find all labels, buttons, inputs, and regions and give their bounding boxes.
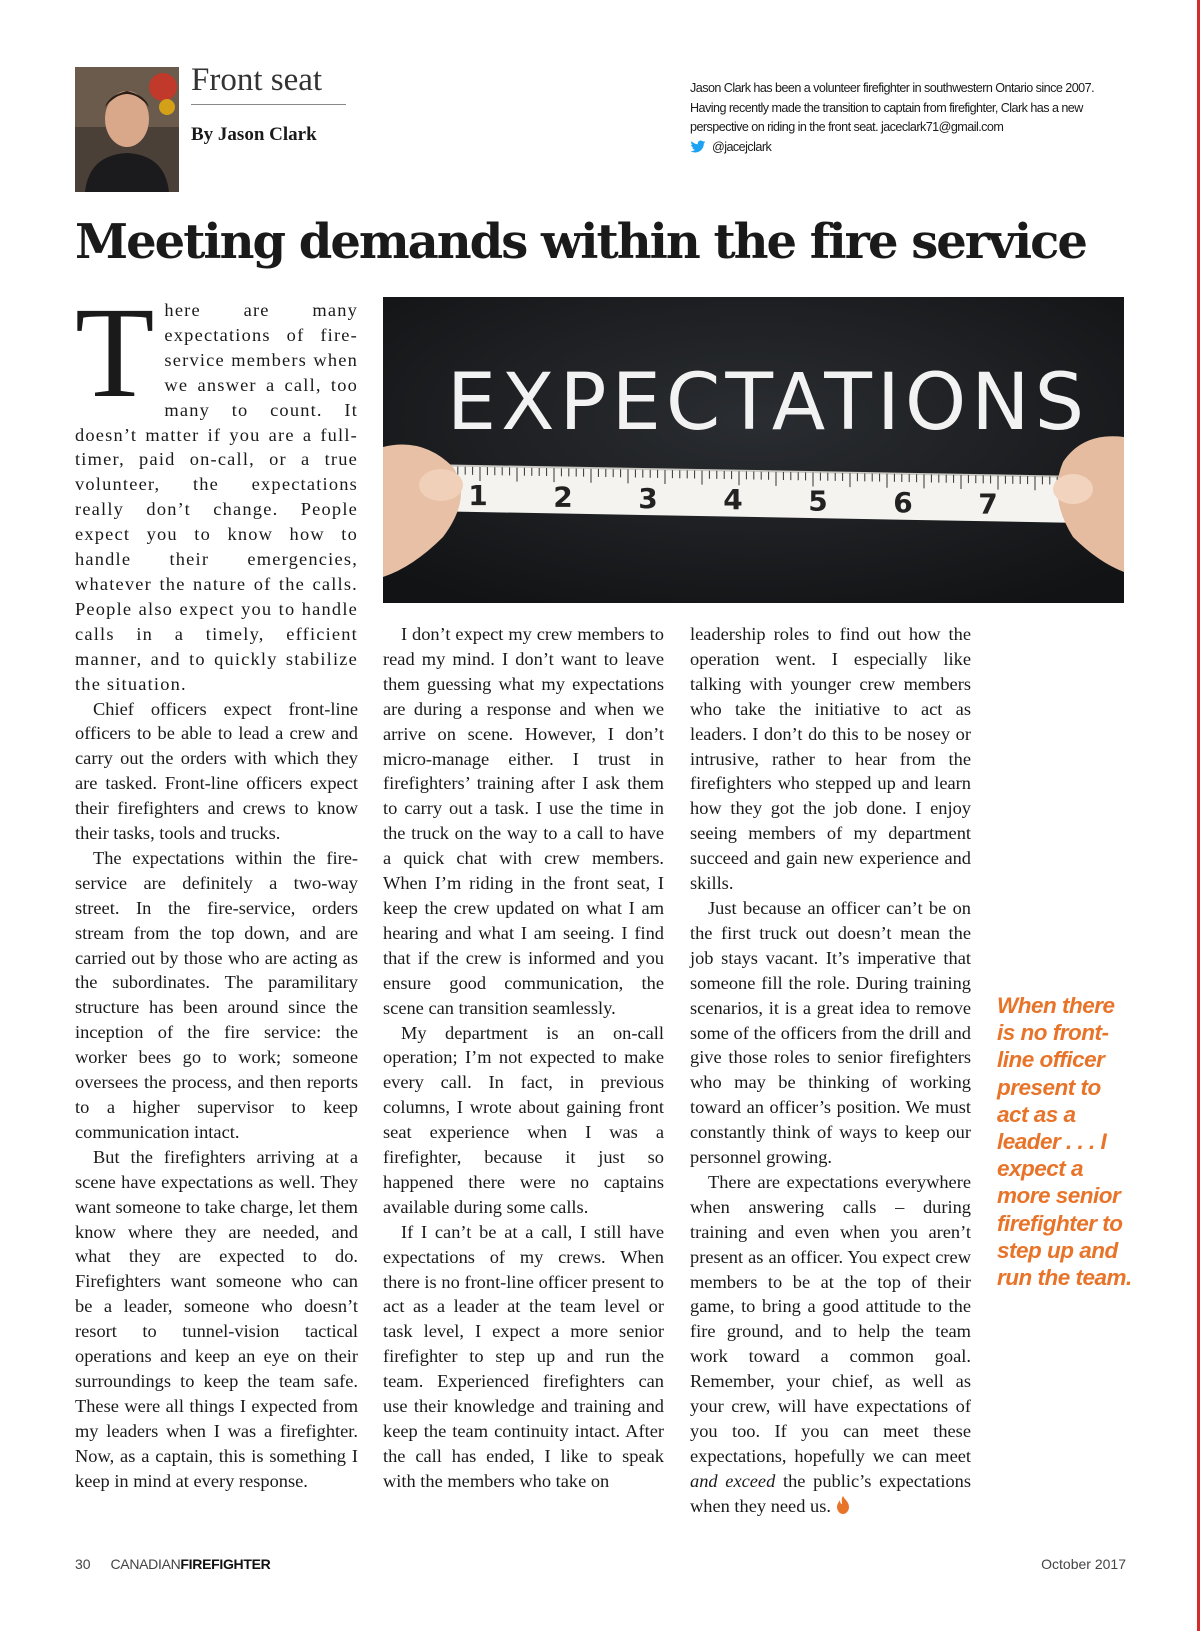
author-bio-text: Jason Clark has been a volunteer firefighter in southwestern Ontario since 2007. Having recently made the transition to captain from firefighter, Clark has a new perspective on riding in the front seat. jaceclark71@gmail.com	[690, 81, 1095, 134]
author-bio	[690, 79, 1130, 157]
article-paragraph: I don’t expect my crew members to read my mind. I don’t want to leave them guessing what my expectations are during a response and when we arrive on scene. However, I don’t micro-manage either. I trust in firefighters’ training after I ask them to carry out a task. I use the time in the truck on the way to a call to have a quick chat with crew members. When I’m riding in the front seat, I keep the crew updated on what I am hearing and what I am seeing. I find that if the crew is informed and you ensure good communication, the scene can transition seamlessly.	[383, 624, 664, 1018]
twitter-handle: @jacejclark	[712, 139, 772, 154]
photo-chalk-word: EXPECTATIONS	[446, 358, 1090, 448]
final-text-end: the public’s expectations when they need us.	[690, 1470, 971, 1516]
magazine-prefix: CANADIAN	[110, 1556, 181, 1572]
author-headshot	[75, 67, 179, 192]
article-column-2	[383, 622, 664, 1494]
article-paragraph: But the firefighters arriving at a scene have expectations as well. They want someone to take charge, let them know where they are needed, and what they are expected to do. Firefighters want someone who can be a leader, someone who doesn’t resort to tunnel-vision tactical operations and keep an eye on their surroundings to keep the team safe. These were all things I expected from my leaders when I was a firefighter. Now, as a captain, this is something I keep in mind at every response.	[75, 1146, 358, 1491]
twitter-bird-icon	[690, 140, 706, 154]
article-paragraph-final	[690, 1170, 971, 1519]
issue-date: October 2017	[1041, 1556, 1126, 1572]
article-paragraph: The expectations within the fire-service are definitely a two-way street. In the fire-service, orders stream from the top down, and are carried out by those who are acting as the subordinates. The paramilitary structure has been around since the inception of the fire service: the worker bees go to work; someone oversees the process, and then reports to a higher supervisor to keep communication intact.	[75, 847, 358, 1142]
magazine-name: FIREFIGHTER	[180, 1556, 271, 1572]
article-paragraph: My department is an on-call operation; I’m not expected to make every call. In fact, in previous columns, I wrote about gaining front seat experience when I was a firefighter, because it just so happened there were no captains available during some calls.	[383, 1022, 664, 1217]
column-department-title: Front seat	[191, 62, 346, 105]
page-number: 30	[75, 1556, 91, 1572]
tape-number: 6	[893, 486, 913, 519]
tape-number: 2	[553, 480, 573, 514]
flame-end-mark-icon	[836, 1496, 850, 1514]
tape-number: 1	[468, 478, 488, 512]
pull-quote: When there is no front-line officer present to act as a leader . . . I expect a more senior firefighter to step up and run the team.	[997, 993, 1132, 1291]
article-paragraph: leadership roles to find out how the operation went. I especially like talking with younger crew members who take the initiative to act as leaders. I don’t do this to be nosey or intrusive, rather to hear from the firefighters who stepped up and learn how they got the job done. I enjoy seeing members of my department succeed and gain new experience and skills.	[690, 624, 971, 894]
feature-photo	[383, 297, 1124, 603]
author-byline: By Jason Clark	[191, 124, 317, 145]
article-column-1	[75, 281, 358, 1494]
tape-number: 7	[978, 487, 998, 521]
footer-left	[75, 1556, 270, 1572]
tape-number: 3	[638, 481, 658, 515]
article-column-3	[690, 622, 971, 1519]
article-headline: Meeting demands within the fire service	[75, 214, 1086, 270]
tape-number: 5	[808, 484, 828, 518]
article-paragraph: If I can’t be at a call, I still have expectations of my crews. When there is no front-line officer present to act as a leader at the team level or task level, I expect a more senior firefighter to step up and run the team. Experienced firefighters can use their knowledge and training and keep the team continuity intact. After the call has ended, I like to speak with the members who take on	[383, 1221, 664, 1491]
article-paragraph: Chief officers expect front-line officers to be able to lead a crew and carry out the orders with which they are tasked. Front-line officers expect their firefighters and crews to know their tasks, tools and trucks.	[75, 698, 358, 844]
magazine-brand	[110, 1556, 270, 1572]
twitter-line	[690, 138, 1130, 158]
final-text-italic: and exceed	[690, 1470, 776, 1491]
tape-number: 4	[723, 483, 743, 517]
drop-cap: T	[75, 281, 155, 425]
final-text-start: There are expectations everywhere when answering calls – during training and even when you aren’t present as an officer. You expect crew members to be at the top of their game, to bring a good attitude to the fire ground, and to help the team work toward a common goal. Remember, your chief, as well as your crew, will have expectations of you too. If you can meet these expectations, hopefully we can meet	[690, 1171, 971, 1466]
article-paragraph: here are many expectations of fire-service members when we answer a call, too many to count. It doesn’t matter if you are a full-timer, paid on-call, or a true volunteer, the expectations really don’t change. People expect you to know how to handle their emergencies, whatever the nature of the calls. People also expect you to handle calls in a timely, efficient manner, and to quickly stabilize the situation.	[75, 300, 358, 694]
article-paragraph: Just because an officer can’t be on the first truck out doesn’t mean the job stays vacant. It’s imperative that someone fill the role. During training scenarios, it is a great idea to remove some of the officers from the drill and give those roles to senior firefighters who may be thinking of working toward an officer’s position. We must constantly think of ways to keep our personnel growing.	[690, 897, 971, 1168]
